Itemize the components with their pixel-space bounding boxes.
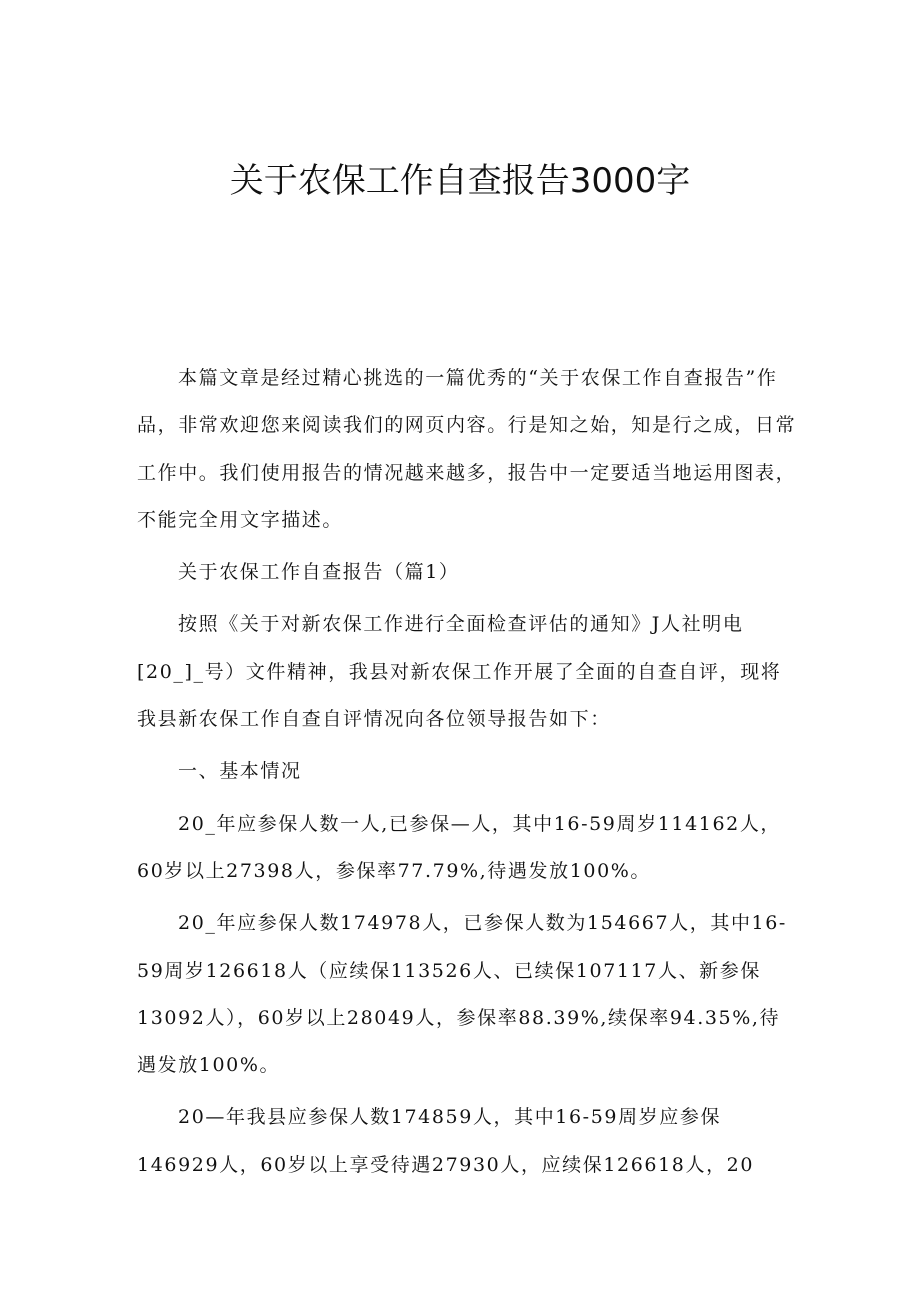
stats-paragraph-2: 20_年应参保人数174978人，已参保人数为154667人，其中16-59周岁126618人（应续保113526人、已续保107117人、新参保13092人），60岁以上28049人，参保率88.39%,续保率94.35%,待遇发放100%。	[137, 912, 787, 1077]
notice-paragraph: 按照《关于对新农保工作进行全面检查评估的通知》J人社明电[20_]_号）文件精神，我县对新农保工作开展了全面的自查自评，现将我县新农保工作自查自评情况向各位领导报告如下：	[137, 613, 782, 731]
section-heading-basic: 一、基本情况	[178, 760, 302, 783]
stats-paragraph-1: 20_年应参保人数一人,已参保—人，其中16-59周岁114162人，60岁以上27398人，参保率77.79%,待遇发放100%。	[137, 812, 782, 882]
section-heading-part1: 关于农保工作自查报告（篇1）	[178, 561, 460, 584]
document-body	[137, 355, 797, 1189]
stats-paragraph-3: 20—年我县应参保人数174859人，其中16-59周岁应参保146929人，60岁以上享受待遇27930人，应续保126618人，20	[137, 1106, 755, 1176]
document-title: 关于农保工作自查报告3000字	[229, 161, 691, 201]
intro-paragraph: 本篇文章是经过精心挑选的一篇优秀的“关于农保工作自查报告”作品，非常欢迎您来阅读我们的网页内容。行是知之始，知是行之成，日常工作中。我们使用报告的情况越来越多，报告中一定要适当地运用图表，不能完全用文字描述。	[137, 367, 797, 531]
